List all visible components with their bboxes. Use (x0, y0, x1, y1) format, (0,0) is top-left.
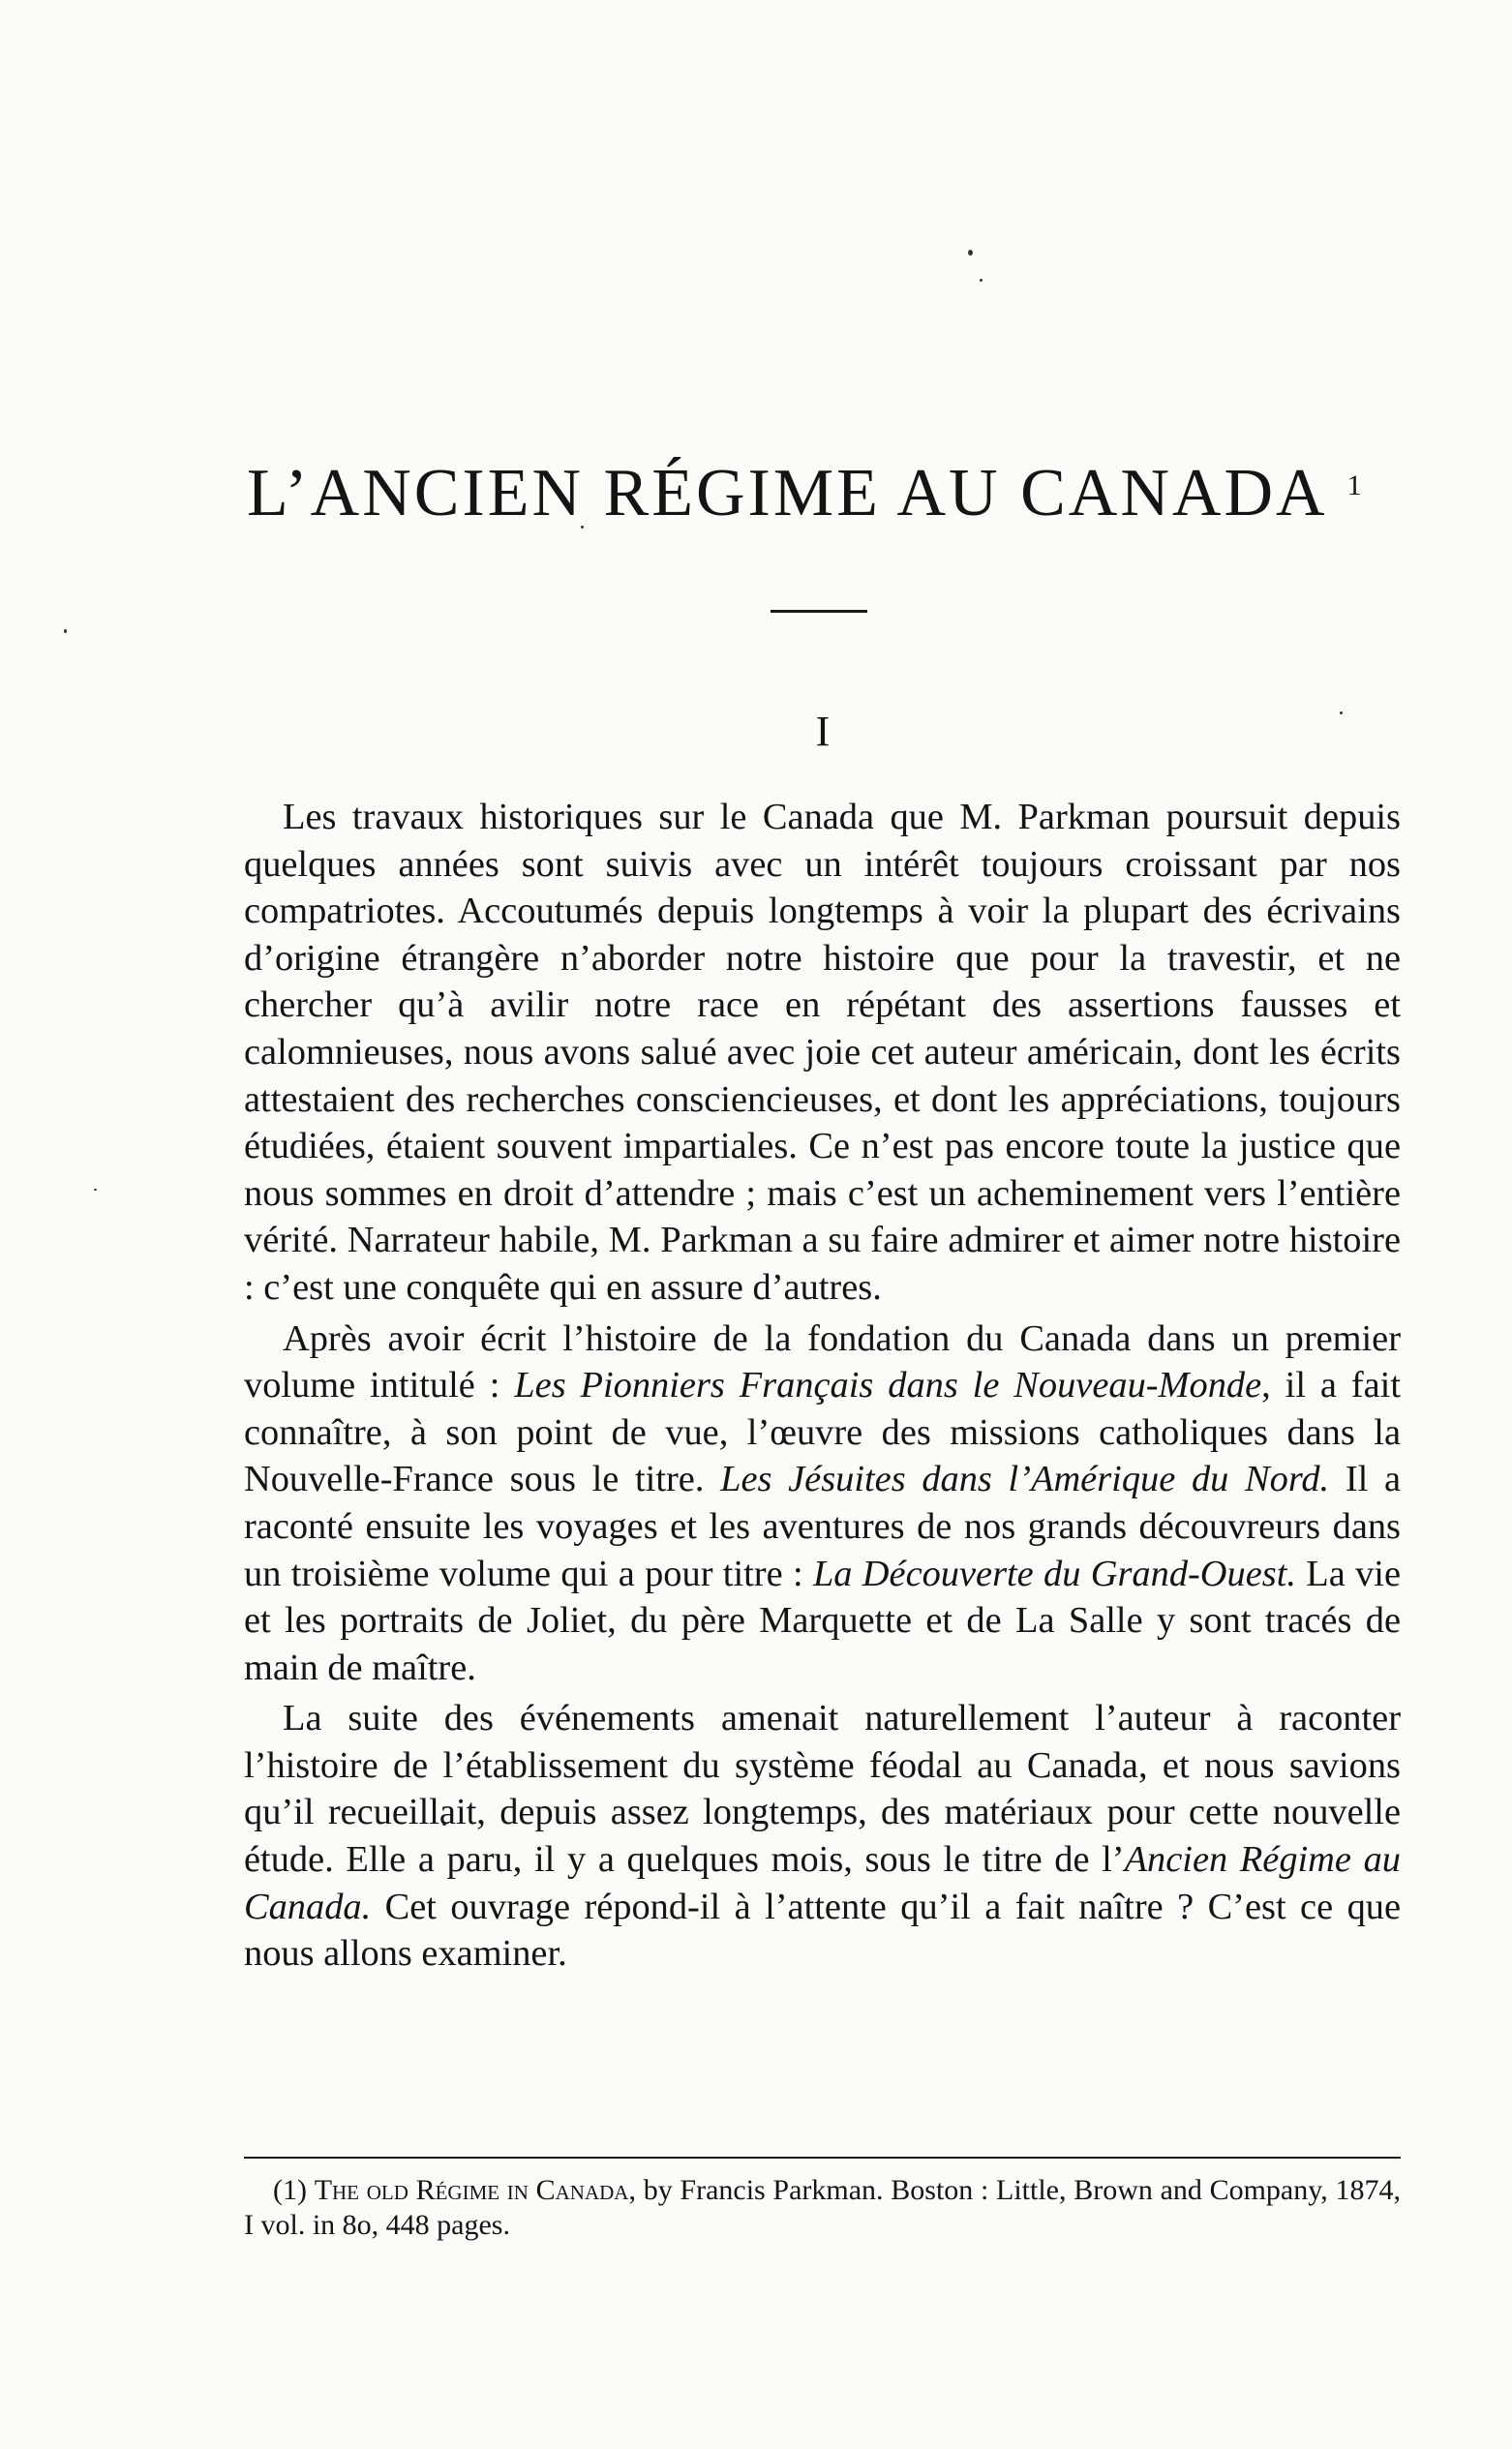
article-title (247, 455, 1389, 532)
paragraph (244, 1315, 1401, 1692)
paragraph (244, 1695, 1401, 1978)
footnote (244, 2173, 1401, 2243)
paragraph-text: Il a raconté ensuite les voyages et les aventures de nos grands découvreurs dans un troisième volume qui a pour titre : (244, 1459, 1402, 1594)
title-text: L’ANCIEN RÉGIME AU CANADA (247, 456, 1328, 530)
italic-title-text: La Découverte du Grand-Ouest. (812, 1553, 1296, 1594)
paragraph-text: La suite des événements amenait naturellement l’auteur à raconter l’histoire de l’établissement du système féodal au Canada, et nous savions qu’il recueillait, depuis assez longtemps, des matériaux pour cette nouvelle étude. Elle a paru, il y a quelques mois, sous le titre de l’ (244, 1698, 1401, 1881)
paragraph-text: Après avoir écrit l’histoire de la fondation du Canada dans un premier volume intitulé : (244, 1317, 1401, 1406)
title-divider (771, 610, 867, 613)
italic-title-text: Les Pionniers Français dans le Nouveau-Monde (514, 1365, 1262, 1406)
paragraph-text: La vie et les portraits de Joliet, du père Marquette et de La Salle y sont tracés de main de maître. (244, 1553, 1402, 1688)
footnote-divider (244, 2157, 1401, 2159)
footnote-details: , by Francis Parkman. Boston : Little, Brown and Company, 1874, I vol. in 8o, 448 pages. (244, 2174, 1401, 2241)
paragraph (244, 794, 1401, 1312)
article-body (244, 794, 1401, 1978)
section-numeral: I (815, 708, 831, 755)
title-footnote-mark: 1 (1346, 469, 1365, 501)
italic-title-text: Les Jésuites dans l’Amérique du Nord. (720, 1459, 1330, 1500)
footnote-book-title: The old Régime in Canada (314, 2174, 629, 2206)
italic-title-text: Ancien Régime au Canada. (244, 1839, 1401, 1927)
paragraph-text: , il a fait connaître, à son point de vue, l’œuvre des missions catholiques dans la Nouvelle-France sous le titre. (244, 1365, 1401, 1500)
paragraph-text: Cet ouvrage répond-il à l’attente qu’il a fait naître ? C’est ce que nous allons examiner. (244, 1886, 1401, 1975)
footnote-marker: (1) (273, 2174, 307, 2206)
paragraph-text: Les travaux historiques sur le Canada que M. Parkman poursuit depuis quelques années sont suivis avec un intérêt toujours croissant par nos compatriotes. Accoutumés depuis longtemps à voir la plupart des écrivains d’origine étrangère n’aborder notre histoire que pour la travestir, et ne chercher qu’à avilir notre race en répétant des assertions fausses et calomnieuses, nous avons salué avec joie cet auteur américain, dont les écrits attestaient des recherches consciencieuses, et dont les appréciations, toujours étudiées, étaient souvent impartiales. Ce n’est pas encore toute la justice que nous sommes en droit d’attendre ; mais c’est un acheminement vers l’entière vérité. Narrateur habile, M. Parkman a su faire admirer et aimer notre histoire : c’est une conquête qui en assure d’autres. (244, 797, 1401, 1308)
